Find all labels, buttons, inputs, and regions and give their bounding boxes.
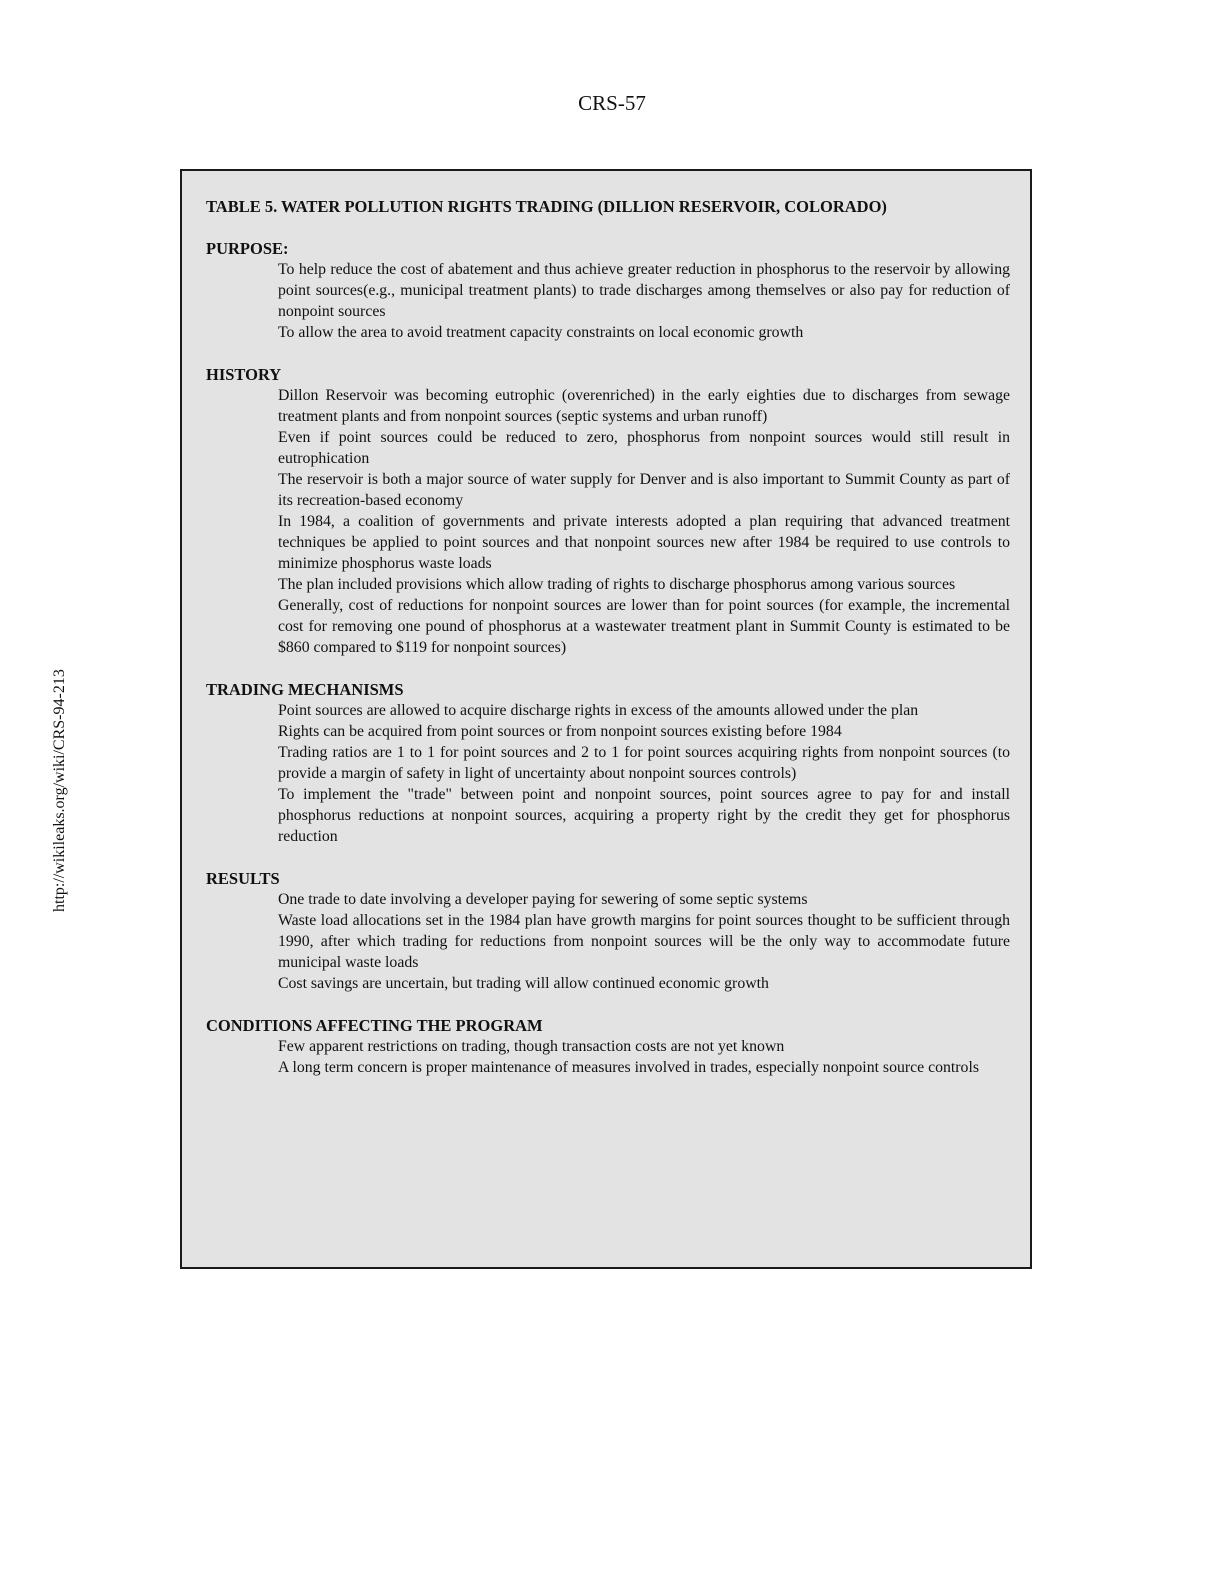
section-conditions [206,1015,1006,1078]
trading-mechanisms-item: Rights can be acquired from point sources or from nonpoint sources existing before 1984 [278,723,842,740]
section-results [206,868,1010,994]
section-trading-mechanisms [206,679,1010,847]
trading-mechanisms-item: Point sources are allowed to acquire discharge rights in excess of the amounts allowed under the plan [278,702,919,719]
results-item: Waste load allocations set in the 1984 plan have growth margins for point sources thought to be sufficient through 1990, after which trading for reductions from nonpoint sources will be the only way to accommodate future municipal waste loads [278,912,1010,971]
conditions-item: Few apparent restrictions on trading, though transaction costs are not yet known [278,1038,785,1055]
section-heading-results: RESULTS [206,869,280,888]
conditions-item: A long term concern is proper maintenance of measures involved in trades, especially nonpoint source controls [278,1059,979,1076]
side-url-watermark: http://wikileaks.org/wiki/CRS-94-213 [51,669,68,912]
page-header: CRS-57 [578,91,646,115]
history-item: The reservoir is both a major source of water supply for Denver and is also important to Summit County as part of its recreation-based economy [278,471,1010,509]
section-heading-trading-mechanisms: TRADING MECHANISMS [206,680,404,699]
trading-mechanisms-item: Trading ratios are 1 to 1 for point sources and 2 to 1 for point sources acquiring rights from nonpoint sources (to provide a margin of safety in light of uncertainty about nonpoint sources controls) [278,744,1010,782]
history-item: In 1984, a coalition of governments and private interests adopted a plan requiring that advanced treatment techniques be applied to point sources and that nonpoint sources new after 1984 be required to use controls to minimize phosphorus waste loads [278,513,1010,572]
section-purpose [206,238,1010,343]
section-history [206,364,1010,658]
history-item: Even if point sources could be reduced to zero, phosphorus from nonpoint sources would still result in eutrophication [278,429,1010,467]
results-item: Cost savings are uncertain, but trading will allow continued economic growth [278,975,769,992]
trading-mechanisms-item: To implement the "trade" between point and nonpoint sources, point sources agree to pay for and install phosphorus reductions at nonpoint sources, acquiring a property right by the credit they get for phosphorus reduction [278,786,1010,845]
history-item: Generally, cost of reductions for nonpoint sources are lower than for point sources (for example, the incremental cost for removing one pound of phosphorus at a wastewater treatment plant in Summit County is estimated to be $860 compared to $119 for nonpoint sources) [278,597,1010,656]
table-title: TABLE 5. WATER POLLUTION RIGHTS TRADING (DILLION RESERVOIR, COLORADO) [206,197,887,216]
section-heading-history: HISTORY [206,365,282,384]
purpose-item: To help reduce the cost of abatement and thus achieve greater reduction in phosphorus to the reservoir by allowing point sources(e.g., municipal treatment plants) to trade discharges among themselves or also pay for reduction of nonpoint sources [278,261,1010,320]
table-box [180,169,1032,1269]
history-item: Dillon Reservoir was becoming eutrophic (overenriched) in the early eighties due to discharges from sewage treatment plants and from nonpoint sources (septic systems and urban runoff) [278,387,1010,425]
history-item: The plan included provisions which allow trading of rights to discharge phosphorus among various sources [278,576,956,593]
results-item: One trade to date involving a developer paying for sewering of some septic systems [278,891,808,908]
purpose-item: To allow the area to avoid treatment capacity constraints on local economic growth [278,324,804,341]
section-heading-conditions: CONDITIONS AFFECTING THE PROGRAM [206,1016,543,1035]
section-heading-purpose: PURPOSE: [206,239,289,258]
